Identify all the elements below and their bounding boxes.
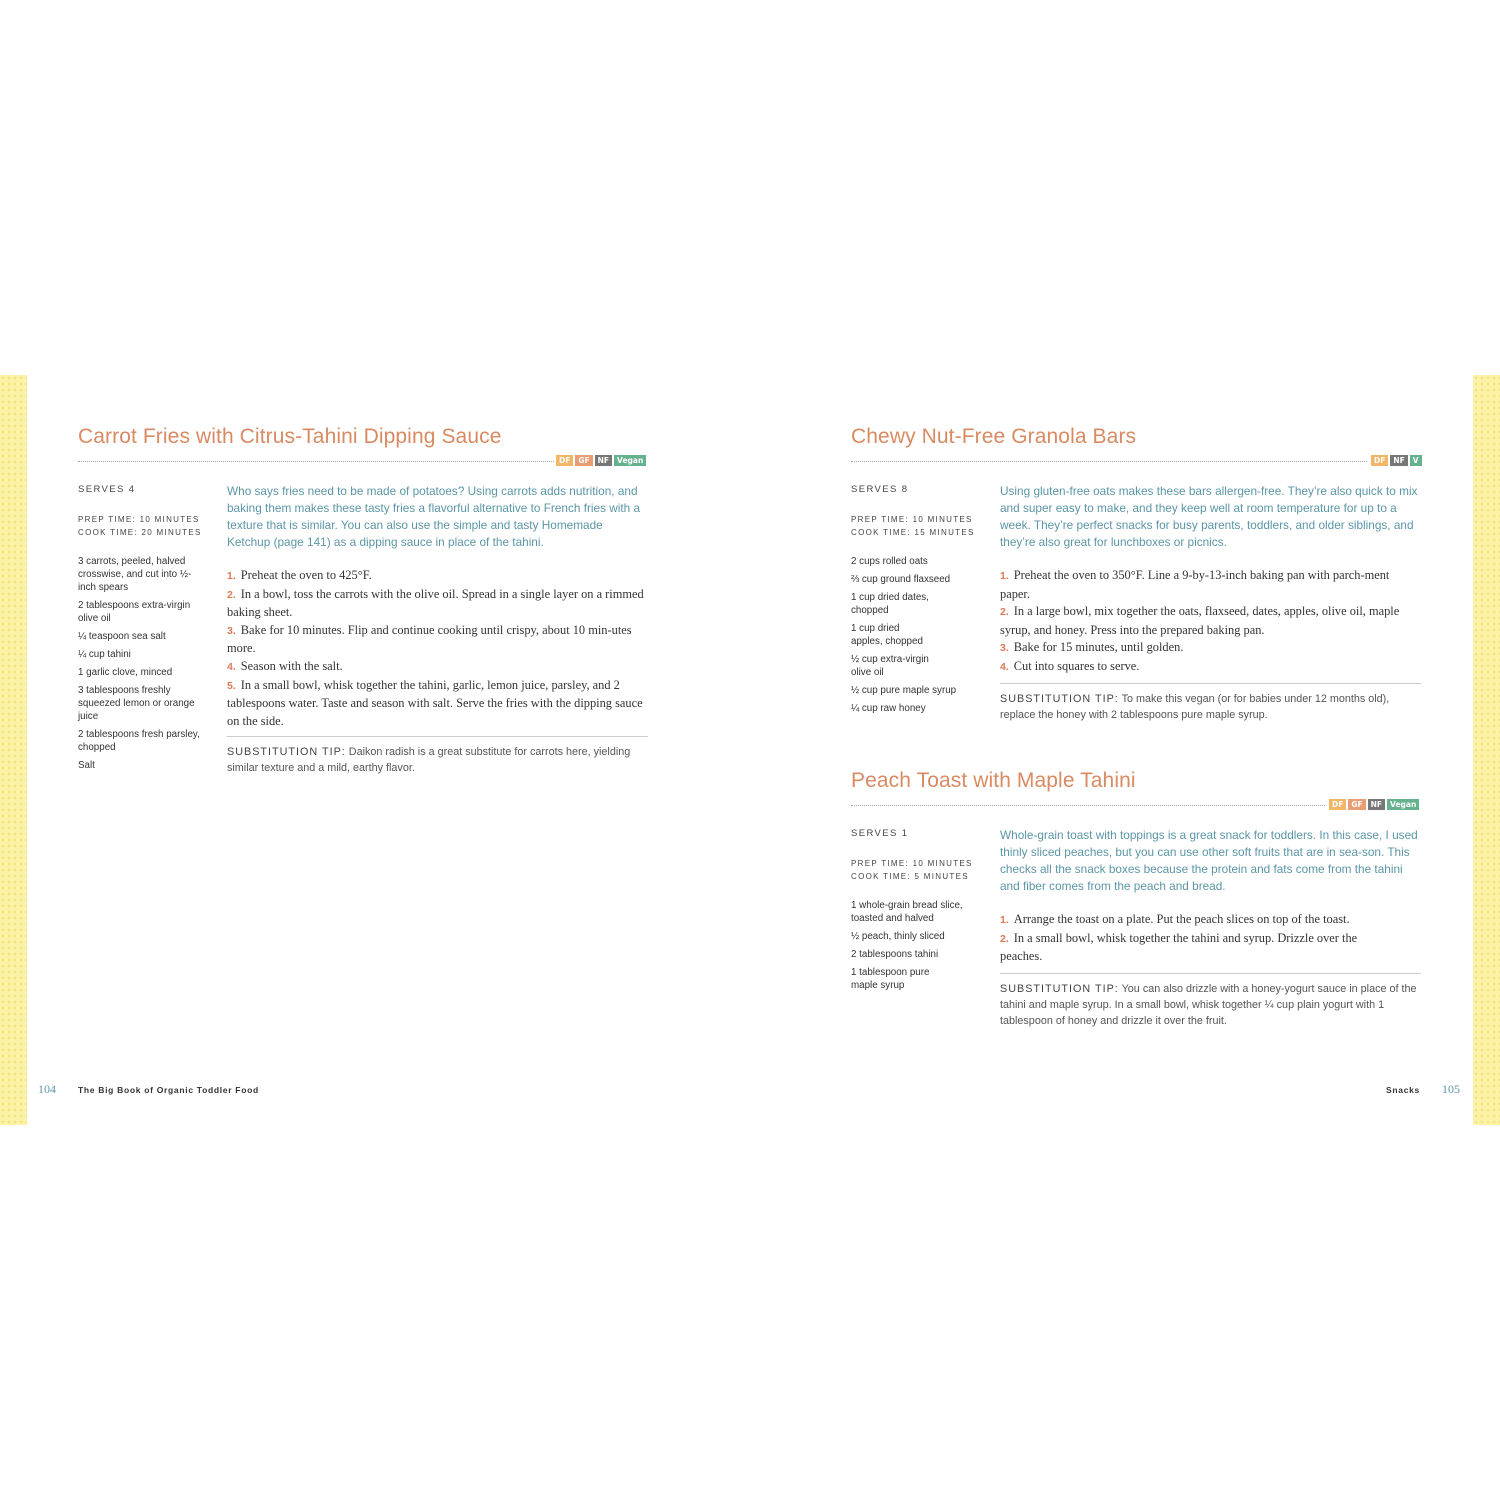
tip-label: SUBSTITUTION TIP:	[1000, 693, 1119, 705]
list-item: 1 tablespoon pure maple syrup	[851, 967, 930, 991]
step-text: In a bowl, toss the carrots with the olive oil. Spread in a single layer on a rimmed baking sheet.	[227, 586, 644, 620]
step	[227, 622, 649, 658]
step-text: Bake for 15 minutes, until golden.	[1013, 640, 1184, 655]
list-item: 3 tablespoons freshly squeezed lemon or orange juice	[78, 685, 195, 722]
ingredient-list	[78, 555, 203, 777]
title-rule	[78, 461, 554, 462]
step-text: Preheat the oven to 350°F. Line a 9-by-13-inch baking pan with parch-ment paper.	[1000, 568, 1390, 601]
step-text: In a small bowl, whisk together the tahini, garlic, lemon juice, parsley, and 2 tablespoons water. Taste and season with salt. Serve the fries with the dipping sauce on the side.	[227, 677, 643, 728]
tag-vegan: Vegan	[1387, 799, 1419, 810]
step-number: 3.	[1000, 642, 1009, 655]
recipe-intro: Using gluten-free oats makes these bars allergen-free. They’re also quick to mix and super easy to make, and they keep well at room temperature for up to a week. They’re perfect snacks for busy parents, toddlers, and older siblings, and they’re also great for lunchboxes or picnics.	[1000, 484, 1418, 549]
tag-gf: GF	[1348, 799, 1365, 810]
title-rule	[851, 461, 1367, 462]
running-head-left: The Big Book of Organic Toddler Food	[78, 1085, 259, 1095]
tip-label: SUBSTITUTION TIP:	[1000, 983, 1119, 995]
tip-rule	[1000, 973, 1421, 974]
recipe-intro: Whole-grain toast with toppings is a great snack for toddlers. In this case, I used thinly sliced peaches, but you can use other soft fruits that are in sea-son. This checks all the snack boxes because the protein and fats come from the tahini and fiber comes from the peach and bread.	[1000, 828, 1418, 893]
cook-time: COOK TIME: 20 MINUTES	[78, 528, 202, 537]
tip-label: SUBSTITUTION TIP:	[227, 746, 346, 758]
tip-text: To make this vegan (or for babies under 12 months old), replace the honey with 2 tablespoons pure maple syrup.	[1000, 693, 1390, 721]
step	[1000, 603, 1420, 639]
step	[227, 658, 649, 677]
list-item: 3 carrots, peeled, halved crosswise, and cut into ½-inch spears	[78, 556, 192, 593]
tag-nf: NF	[1368, 799, 1385, 810]
recipe-carrot-fries	[78, 425, 650, 845]
list-item: 2 tablespoons extra-virgin olive oil	[78, 600, 191, 624]
recipe-steps	[1000, 911, 1400, 966]
step	[1000, 639, 1420, 658]
list-item: 1 cup dried dates, chopped	[851, 592, 929, 616]
prep-time: PREP TIME: 10 MINUTES	[851, 515, 973, 524]
left-page-edge-pattern	[0, 375, 27, 1125]
prep-time: PREP TIME: 10 MINUTES	[851, 859, 973, 868]
recipe-title: Chewy Nut-Free Granola Bars	[851, 425, 1137, 448]
list-item: 2 tablespoons tahini	[851, 949, 939, 960]
prep-time: PREP TIME: 10 MINUTES	[78, 515, 200, 524]
step-text: Bake for 10 minutes. Flip and continue cooking until crispy, about 10 min-utes more.	[227, 622, 632, 656]
serves: SERVES 1	[851, 828, 909, 839]
title-rule	[851, 805, 1325, 806]
list-item: 2 tablespoons fresh parsley, chopped	[78, 729, 200, 753]
recipe-intro: Who says fries need to be made of potatoes? Using carrots adds nutrition, and baking them makes these tasty fries a flavorful alternative to French fries with a texture that is similar. You can also use the simple and tasty Homemade Ketchup (page 141) as a dipping sauce in place of the tahini.	[227, 484, 641, 549]
running-head-right: Snacks	[1386, 1085, 1420, 1095]
diet-tags	[1371, 455, 1422, 466]
tag-vegan: Vegan	[614, 455, 646, 466]
right-page-edge-pattern	[1473, 375, 1500, 1125]
tag-nf: NF	[595, 455, 612, 466]
step-text: Cut into squares to serve.	[1013, 658, 1140, 673]
step-text: In a large bowl, mix together the oats, flaxseed, dates, apples, olive oil, maple syrup, and honey. Press into the prepared baking pan.	[1000, 604, 1400, 637]
step-number: 4.	[1000, 660, 1009, 673]
step-text: Preheat the oven to 425°F.	[240, 568, 372, 582]
step-number: 5.	[227, 679, 236, 692]
substitution-tip	[1000, 981, 1420, 1029]
ingredient-list	[851, 899, 976, 997]
cook-time: COOK TIME: 5 MINUTES	[851, 872, 969, 881]
recipe-steps	[1000, 567, 1420, 677]
serves: SERVES 4	[78, 484, 136, 495]
step-number: 1.	[1000, 914, 1009, 926]
step	[227, 586, 649, 622]
list-item: 1 garlic clove, minced	[78, 667, 173, 678]
step-text: In a small bowl, whisk together the tahini and syrup. Drizzle over the peaches.	[1000, 930, 1358, 964]
serves: SERVES 8	[851, 484, 909, 495]
list-item: ½ peach, thinly sliced	[851, 931, 945, 942]
list-item: ⅔ cup ground flaxseed	[851, 574, 951, 585]
recipe-granola-bars	[851, 425, 1423, 725]
step-number: 1.	[227, 570, 236, 582]
step	[227, 677, 649, 731]
tag-v: V	[1410, 455, 1422, 466]
tag-gf: GF	[575, 455, 592, 466]
step-number: 1.	[1000, 570, 1009, 582]
step-text: Season with the salt.	[240, 658, 343, 673]
tag-nf: NF	[1390, 455, 1407, 466]
step-number: 2.	[1000, 932, 1009, 945]
list-item: ¼ cup tahini	[78, 649, 131, 660]
substitution-tip	[227, 744, 647, 776]
list-item: Salt	[78, 760, 95, 771]
step	[1000, 911, 1400, 930]
diet-tags	[556, 455, 646, 466]
page-number-right: 105	[1442, 1082, 1460, 1096]
page-number-left: 104	[38, 1082, 56, 1096]
list-item: 1 whole-grain bread slice, toasted and halved	[851, 900, 963, 924]
recipe-title: Carrot Fries with Citrus-Tahini Dipping Sauce	[78, 425, 502, 448]
step-number: 3.	[227, 624, 236, 637]
tag-df: DF	[556, 455, 573, 466]
tag-df: DF	[1371, 455, 1388, 466]
tip-rule	[1000, 683, 1421, 684]
book-spread	[0, 375, 1500, 1125]
tip-text: You can also drizzle with a honey-yogurt sauce in place of the tahini and maple syrup. In a small bowl, whisk together ¼ cup plain yogurt with 1 tablespoon of honey and drizzle it over the fruit.	[1000, 983, 1417, 1027]
list-item: ¼ teaspoon sea salt	[78, 631, 166, 642]
step	[227, 567, 649, 586]
ingredient-list	[851, 555, 969, 720]
substitution-tip	[1000, 691, 1420, 723]
cook-time: COOK TIME: 15 MINUTES	[851, 528, 975, 537]
step	[1000, 567, 1420, 603]
recipe-steps	[227, 567, 649, 730]
recipe-peach-toast	[851, 769, 1423, 1039]
step-text: Arrange the toast on a plate. Put the peach slices on top of the toast.	[1013, 912, 1350, 926]
recipe-title: Peach Toast with Maple Tahini	[851, 769, 1136, 792]
step-number: 4.	[227, 660, 236, 673]
step	[1000, 930, 1400, 966]
list-item: 2 cups rolled oats	[851, 556, 928, 567]
list-item: 1 cup dried apples, chopped	[851, 623, 923, 647]
tag-df: DF	[1329, 799, 1346, 810]
tip-text: Daikon radish is a great substitute for carrots here, yielding similar texture and a mild, earthy flavor.	[227, 746, 631, 774]
list-item: ¼ cup raw honey	[851, 703, 926, 714]
step-number: 2.	[1000, 606, 1009, 619]
step	[1000, 658, 1420, 677]
tip-rule	[227, 736, 648, 737]
list-item: ½ cup pure maple syrup	[851, 685, 957, 696]
diet-tags	[1329, 799, 1419, 810]
list-item: ½ cup extra-virgin olive oil	[851, 654, 929, 678]
step-number: 2.	[227, 588, 236, 601]
